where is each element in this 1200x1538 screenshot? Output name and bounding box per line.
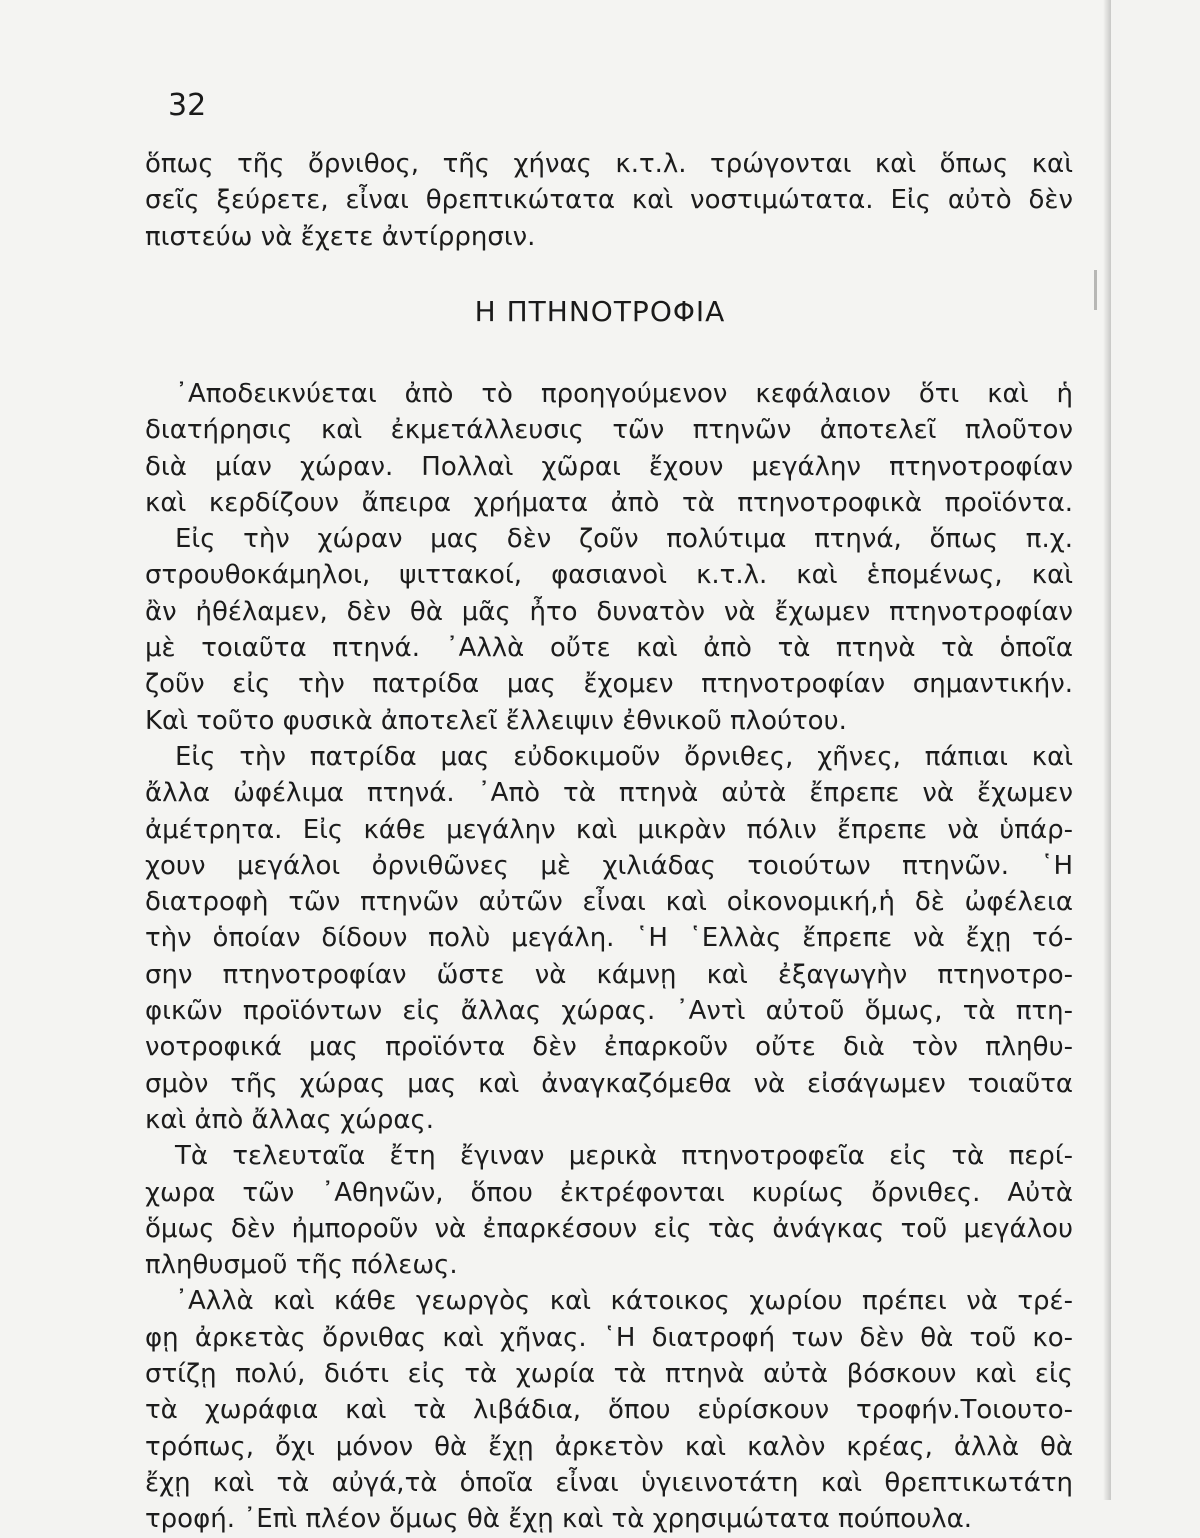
text-line: Τὰ τελευταῖα ἔτη ἔγιναν μερικὰ πτηνοτροφεῖα εἰς τὰ περί- xyxy=(175,1141,1073,1172)
chapter-title: Η ΠΤΗΝΟΤΡΟΦΙΑ xyxy=(474,295,726,328)
text-line: πιστεύω νὰ ἔχετε ἀντίρρησιν. xyxy=(145,221,536,252)
text-line: τροφή. ᾿Επὶ πλέον ὅμως θὰ ἔχῃ καὶ τὰ χρησιμώτατα πούπουλα. xyxy=(145,1504,973,1535)
text-line: Εἰς τὴν πατρίδα μας εὐδοκιμοῦν ὄρνιθες, χῆνες, πάπιαι καὶ xyxy=(175,741,1073,772)
text-line: ᾿Αποδεικνύεται ἀπὸ τὸ προηγούμενον κεφάλαιον ὅτι καὶ ἡ xyxy=(175,379,1073,409)
text-line: ἀμέτρητα. Εἰς κάθε μεγάλην καὶ μικρὰν πόλιν ἔπρεπε νὰ ὑπάρ- xyxy=(145,814,1073,845)
intro-paragraph xyxy=(145,146,1073,255)
text-line: διατροφὴ τῶν πτηνῶν αὐτῶν εἶναι καὶ οἰκονομική,ἡ δὲ ὠφέλεια xyxy=(145,887,1073,918)
text-line: σεῖς ξεύρετε, εἶναι θρεπτικώτατα καὶ νοστιμώτατα. Εἰς αὐτὸ δὲν xyxy=(145,185,1073,216)
page-number: 32 xyxy=(168,88,207,123)
text-line: διὰ μίαν χώραν. Πολλαὶ χῶραι ἔχουν μεγάλην πτηνοτροφίαν xyxy=(145,451,1073,482)
page-edge-shadow xyxy=(1103,0,1111,1500)
text-line: ὅμως δὲν ἠμποροῦν νὰ ἐπαρκέσουν εἰς τὰς ἀνάγκας τοῦ μεγάλου xyxy=(145,1213,1073,1244)
text-line: ἔχῃ καὶ τὰ αὐγά,τὰ ὁποῖα εἶναι ὑγιεινοτάτη καὶ θρεπτικωτάτη xyxy=(145,1467,1073,1498)
text-line: ἄλλα ὠφέλιμα πτηνά. ᾿Απὸ τὰ πτηνὰ αὐτὰ ἔπρεπε νὰ ἔχωμεν xyxy=(145,778,1073,809)
text-line: στρουθοκάμηλοι, ψιττακοί, φασιανοὶ κ.τ.λ. καὶ ἑπομένως, καὶ xyxy=(145,560,1073,591)
text-line: ἂν ἠθέλαμεν, δὲν θὰ μᾶς ἦτο δυνατὸν νὰ ἔχωμεν πτηνοτροφίαν xyxy=(145,596,1073,627)
chapter-body xyxy=(145,376,1073,1538)
text-line: ᾿Αλλὰ καὶ κάθε γεωργὸς καὶ κάτοικος χωρίου πρέπει νὰ τρέ- xyxy=(175,1286,1073,1317)
text-line: φικῶν προϊόντων εἰς ἄλλας χώρας. ᾿Αντὶ αὐτοῦ ὅμως, τὰ πτη- xyxy=(145,996,1073,1027)
text-line: τὰ χωράφια καὶ τὰ λιβάδια, ὅπου εὑρίσκουν τροφήν.Τοιουτο- xyxy=(145,1395,1073,1426)
text-line: καὶ ἀπὸ ἄλλας χώρας. xyxy=(145,1104,435,1135)
text-line: διατήρησις καὶ ἐκμετάλλευσις τῶν πτηνῶν ἀποτελεῖ πλοῦτον xyxy=(145,415,1073,446)
text-line: μὲ τοιαῦτα πτηνά. ᾿Αλλὰ οὔτε καὶ ἀπὸ τὰ πτηνὰ τὰ ὁποῖα xyxy=(145,633,1073,664)
text-line: φῃ ἀρκετὰς ὄρνιθας καὶ χῆνας. ῾Η διατροφή των δὲν θὰ τοῦ κο- xyxy=(145,1322,1073,1353)
text-line: ὅπως τῆς ὄρνιθος, τῆς χήνας κ.τ.λ. τρώγονται καὶ ὅπως καὶ xyxy=(145,149,1073,179)
text-line: τρόπως, ὄχι μόνον θὰ ἔχῃ ἀρκετὸν καὶ καλὸν κρέας, ἀλλὰ θὰ xyxy=(145,1431,1073,1462)
text-line: χωρα τῶν ᾿Αθηνῶν, ὅπου ἐκτρέφονται κυρίως ὄρνιθες. Αὐτὰ xyxy=(145,1177,1073,1208)
text-line: ζοῦν εἰς τὴν πατρίδα μας ἔχομεν πτηνοτροφίαν σημαντικήν. xyxy=(145,669,1073,700)
text-line: σην πτηνοτροφίαν ὥστε νὰ κάμνῃ καὶ ἐξαγωγὴν πτηνοτρο- xyxy=(145,959,1073,990)
text-line: Καὶ τοῦτο φυσικὰ ἀποτελεῖ ἔλλειψιν ἐθνικοῦ πλούτου. xyxy=(145,705,847,736)
text-line: πληθυσμοῦ τῆς πόλεως. xyxy=(145,1250,458,1281)
text-line: καὶ κερδίζουν ἄπειρα χρήματα ἀπὸ τὰ πτηνοτροφικὰ προϊόντα. xyxy=(145,487,1073,518)
text-line: νοτροφικά μας προϊόντα δὲν ἐπαρκοῦν οὔτε διὰ τὸν πληθυ- xyxy=(145,1032,1073,1063)
text-line: τὴν ὁποίαν δίδουν πολὺ μεγάλη. ῾Η ῾Ελλὰς ἔπρεπε νὰ ἔχῃ τό- xyxy=(145,923,1073,954)
text-line: Εἰς τὴν χώραν μας δὲν ζοῦν πολύτιμα πτηνά, ὅπως π.χ. xyxy=(175,524,1073,555)
text-line: στίζῃ πολύ, διότι εἰς τὰ χωρία τὰ πτηνὰ αὐτὰ βόσκουν καὶ εἰς xyxy=(145,1359,1073,1390)
text-line: σμὸν τῆς χώρας μας καὶ ἀναγκαζόμεθα νὰ εἰσάγωμεν τοιαῦτα xyxy=(145,1068,1073,1099)
text-line: χουν μεγάλοι ὀρνιθῶνες μὲ χιλιάδας τοιούτων πτηνῶν. ῾Η xyxy=(145,850,1073,881)
